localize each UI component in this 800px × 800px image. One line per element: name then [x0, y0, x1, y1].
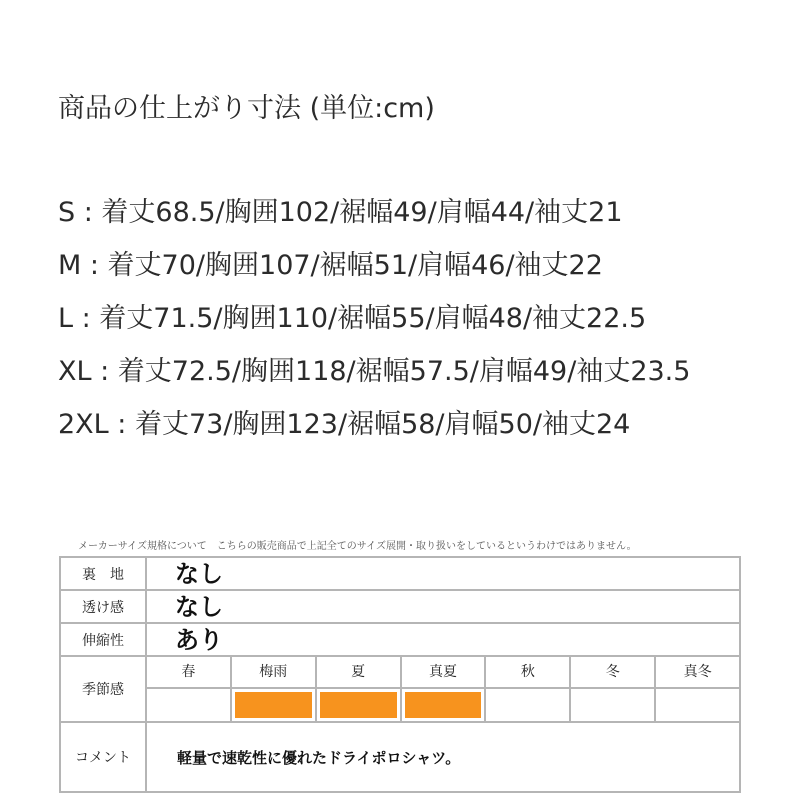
size-list: [58, 192, 690, 457]
season-cell: [146, 656, 740, 722]
stretch-label: 伸縮性: [60, 623, 146, 656]
spec-row-stretch: [60, 623, 740, 656]
lining-value: なし: [175, 559, 223, 588]
season-mark-inactive: [659, 692, 736, 718]
season-col: [317, 657, 402, 721]
size-line-l: L : 着丈71.5/胸囲110/裾幅55/肩幅48/袖丈22.5: [58, 303, 647, 334]
size-note: メーカーサイズ規格について こちらの販売商品で上記全てのサイズ展開・取り扱いをしているというわけではありません。: [78, 541, 637, 552]
season-name: 真冬: [656, 657, 739, 689]
season-name: 春: [147, 657, 230, 689]
season-col: [147, 657, 232, 721]
spec-row-sheer: [60, 590, 740, 623]
season-grid: [147, 657, 739, 721]
season-col: [656, 657, 739, 721]
season-name: 真夏: [402, 657, 485, 689]
lining-label: 裏 地: [60, 557, 146, 590]
season-name: 梅雨: [232, 657, 315, 689]
size-line-xl: XL : 着丈72.5/胸囲118/裾幅57.5/肩幅49/袖丈23.5: [58, 356, 691, 387]
season-label: 季節感: [60, 656, 146, 722]
spec-row-season: [60, 656, 740, 722]
comment-text: 軽量で速乾性に優れたドライポロシャツ。: [177, 748, 461, 767]
season-col: [486, 657, 571, 721]
page-title: 商品の仕上がり寸法 (単位:cm): [58, 93, 435, 124]
season-name: 秋: [486, 657, 569, 689]
sheer-value: なし: [175, 592, 223, 621]
comment-label: コメント: [60, 722, 146, 792]
season-mark-active: [405, 692, 482, 718]
season-col: [571, 657, 656, 721]
season-mark-inactive: [574, 692, 651, 718]
sheer-label: 透け感: [60, 590, 146, 623]
season-col: [232, 657, 317, 721]
size-line-2xl: 2XL : 着丈73/胸囲123/裾幅58/肩幅50/袖丈24: [58, 409, 631, 440]
spec-row-comment: [60, 722, 740, 792]
season-mark-inactive: [489, 692, 566, 718]
size-line-s: S : 着丈68.5/胸囲102/裾幅49/肩幅44/袖丈21: [58, 197, 623, 228]
season-mark-active: [320, 692, 397, 718]
season-name: 夏: [317, 657, 400, 689]
spec-table: [59, 556, 741, 793]
season-name: 冬: [571, 657, 654, 689]
size-line-m: M : 着丈70/胸囲107/裾幅51/肩幅46/袖丈22: [58, 250, 603, 281]
spec-row-lining: [60, 557, 740, 590]
season-mark-inactive: [150, 692, 227, 718]
season-col: [402, 657, 487, 721]
season-mark-active: [235, 692, 312, 718]
stretch-value: あり: [175, 625, 223, 654]
